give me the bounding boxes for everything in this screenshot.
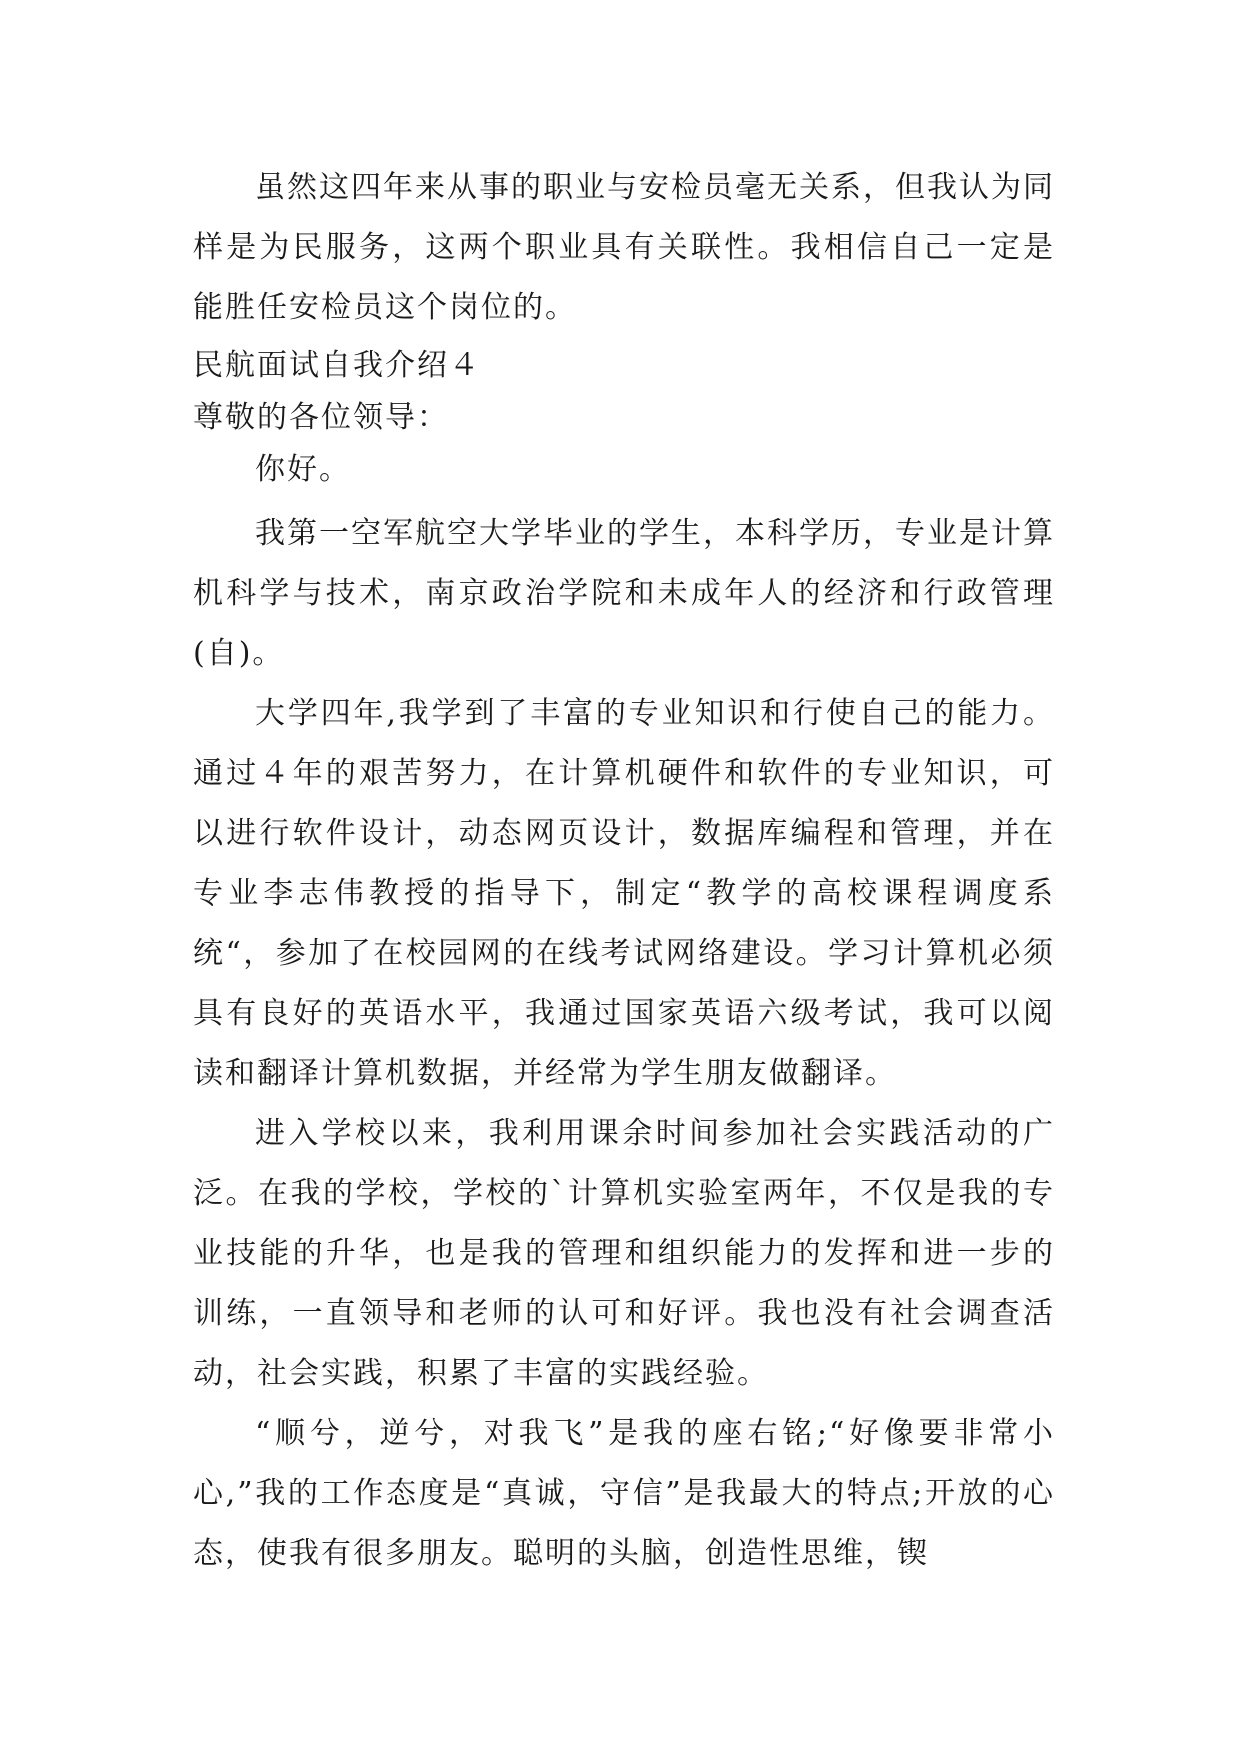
section-heading: 民航面试自我介绍４ [193, 348, 481, 383]
paragraph-social-practice: 进入学校以来，我利用课余时间参加社会实践活动的广泛。在我的学校，学校的`计算机实验室两年，不仅是我的专业技能的升华，也是我的管理和组织能力的发挥和进一步的训练，一直领导和老师的认可和好评。我也没有社会调查活动，社会实践，积累了丰富的实践经验。 [193, 1116, 1055, 1391]
paragraph-job-relevance: 虽然这四年来从事的职业与安检员毫无关系，但我认为同样是为民服务，这两个职业具有关联性。我相信自己一定是能胜任安检员这个岗位的。 [193, 170, 1055, 325]
paragraph-university-years: 大学四年,我学到了丰富的专业知识和行使自己的能力。通过４年的艰苦努力，在计算机硬件和软件的专业知识，可以进行软件设计，动态网页设计，数据库编程和管理，并在专业李志伟教授的指导下，制定“教学的高校课程调度系统“，参加了在校园网的在线考试网络建设。学习计算机必须具有良好的英语水平，我通过国家英语六级考试，我可以阅读和翻译计算机数据，并经常为学生朋友做翻译。 [193, 696, 1055, 1091]
paragraph-personal-motto: “顺兮，逆兮，对我飞”是我的座右铭;“好像要非常小心,”我的工作态度是“真诚，守信”是我最大的特点;开放的心态，使我有很多朋友。聪明的头脑，创造性思维，锲 [193, 1416, 1055, 1571]
greeting: 你好。 [255, 452, 351, 487]
salutation: 尊敬的各位领导： [193, 400, 449, 435]
paragraph-education: 我第一空军航空大学毕业的学生，本科学历，专业是计算机科学与技术，南京政治学院和未成年人的经济和行政管理(自)。 [193, 516, 1055, 671]
document-body [193, 158, 1055, 1584]
